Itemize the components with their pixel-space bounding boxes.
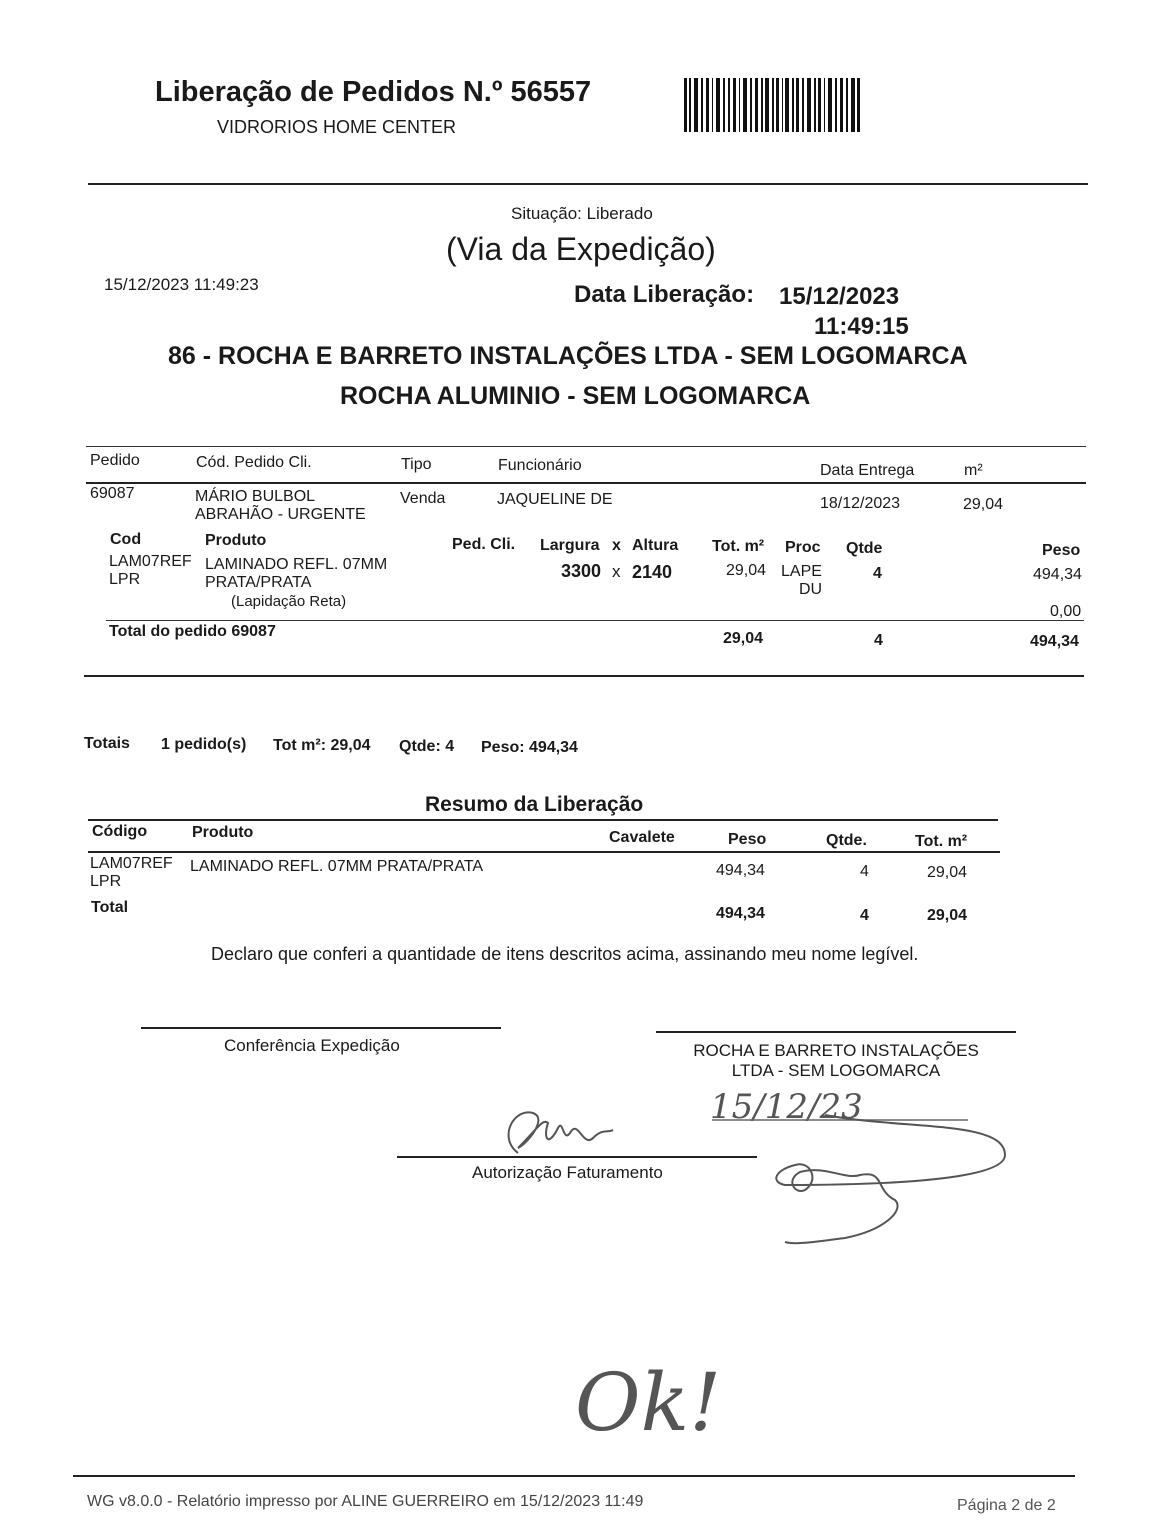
col-header-cod-pedido-cli: Cód. Pedido Cli. bbox=[196, 454, 312, 471]
release-time: 11:49:15 bbox=[814, 313, 909, 340]
summary-title: Resumo da Liberação bbox=[425, 793, 644, 816]
summary-header-rule bbox=[88, 851, 1000, 853]
item-code-line1: LAM07REF bbox=[109, 553, 192, 570]
autorizacao-label: Autorização Faturamento bbox=[472, 1163, 663, 1182]
col-header-funcionario: Funcionário bbox=[498, 457, 582, 474]
client-signature-scribble bbox=[765, 1110, 1015, 1260]
footer-page-number: Página 2 de 2 bbox=[957, 1497, 1056, 1514]
company-name: VIDRORIOS HOME CENTER bbox=[217, 117, 457, 137]
totals-m2: Tot m²: 29,04 bbox=[273, 737, 371, 754]
handwritten-ok-note bbox=[570, 1335, 750, 1445]
item-header-proc: Proc bbox=[785, 539, 821, 556]
col-header-tipo: Tipo bbox=[401, 456, 432, 473]
item-tot-m2: 29,04 bbox=[726, 562, 767, 579]
summary-total-weight: 494,34 bbox=[716, 905, 765, 922]
delivery-date: 18/12/2023 bbox=[820, 495, 901, 512]
client-signature-line bbox=[656, 1031, 1016, 1033]
header-divider bbox=[88, 183, 1088, 185]
summary-header-qtde: Qtde. bbox=[826, 832, 867, 849]
summary-row-qtde: 4 bbox=[860, 863, 869, 880]
order-total-qtde: 4 bbox=[874, 632, 883, 649]
summary-row-code-line1: LAM07REF bbox=[90, 855, 173, 872]
order-total-weight: 494,34 bbox=[1030, 633, 1079, 650]
totals-qtde: Qtde: 4 bbox=[399, 738, 455, 755]
item-header-ped-cli: Ped. Cli. bbox=[452, 536, 516, 553]
client-signature-line2: LTDA - SEM LOGOMARCA bbox=[731, 1061, 941, 1080]
totals-orders: 1 pedido(s) bbox=[161, 736, 247, 753]
summary-header-tot-m2: Tot. m² bbox=[915, 833, 968, 850]
item-header-tot-m2: Tot. m² bbox=[712, 538, 765, 555]
order-total-m2: 29,04 bbox=[723, 630, 764, 647]
order-total-top-rule bbox=[106, 620, 1084, 621]
order-employee: JAQUELINE DE bbox=[497, 491, 613, 508]
order-type: Venda bbox=[400, 490, 446, 507]
item-header-largura: Largura bbox=[540, 537, 600, 554]
situation-text: Situação: Liberado bbox=[511, 204, 653, 223]
item-times: x bbox=[612, 562, 621, 581]
col-header-pedido: Pedido bbox=[90, 452, 140, 469]
handwritten-ok-text: Ok! bbox=[575, 1356, 722, 1445]
item-weight-extra: 0,00 bbox=[1050, 603, 1082, 620]
item-code-line2: LPR bbox=[109, 571, 141, 588]
client-order-code-line1: MÁRIO BULBOL bbox=[195, 488, 316, 505]
summary-row-weight: 494,34 bbox=[716, 862, 765, 879]
order-table-bottom-rule bbox=[84, 675, 1084, 677]
totals-label: Totais bbox=[84, 735, 130, 752]
summary-row-m2: 29,04 bbox=[927, 864, 968, 881]
item-header-produto: Produto bbox=[205, 532, 267, 549]
totals-weight: Peso: 494,34 bbox=[481, 739, 578, 756]
document-title: Liberação de Pedidos N.º 56557 bbox=[155, 76, 592, 108]
item-header-altura: Altura bbox=[632, 537, 679, 554]
item-product-line3: (Lapidação Reta) bbox=[231, 593, 347, 610]
summary-header-peso: Peso bbox=[728, 831, 767, 848]
col-header-m2: m² bbox=[964, 462, 983, 479]
summary-top-rule bbox=[88, 819, 998, 821]
footer-printed-by: WG v8.0.0 - Relatório impresso por ALINE GUERREIRO em 15/12/2023 11:49 bbox=[87, 1493, 644, 1510]
summary-header-codigo: Código bbox=[92, 823, 148, 840]
order-total-label: Total do pedido 69087 bbox=[109, 623, 276, 640]
item-product-line1: LAMINADO REFL. 07MM bbox=[205, 556, 388, 573]
item-proc-line1: LAPE bbox=[781, 563, 822, 580]
summary-row-product: LAMINADO REFL. 07MM PRATA/PRATA bbox=[190, 858, 484, 875]
summary-header-produto: Produto bbox=[192, 824, 254, 841]
order-table-top-rule bbox=[86, 446, 1086, 447]
barcode bbox=[684, 78, 860, 132]
summary-total-m2: 29,04 bbox=[927, 907, 968, 924]
summary-row-code-line2: LPR bbox=[90, 873, 122, 890]
client-trade-name: ROCHA ALUMINIO - SEM LOGOMARCA bbox=[340, 382, 811, 410]
item-qtde: 4 bbox=[873, 565, 882, 582]
release-date: 15/12/2023 bbox=[779, 283, 900, 310]
item-header-cod: Cod bbox=[110, 531, 142, 548]
conferencia-label: Conferência Expedição bbox=[224, 1036, 400, 1055]
item-proc-line2: DU bbox=[799, 581, 823, 598]
order-m2: 29,04 bbox=[963, 496, 1004, 513]
item-header-x: x bbox=[612, 537, 621, 554]
client-order-code-line2: ABRAHÃO - URGENTE bbox=[195, 506, 366, 523]
item-height: 2140 bbox=[632, 562, 673, 582]
via-title: (Via da Expedição) bbox=[446, 231, 716, 267]
conferencia-signature-line bbox=[141, 1027, 501, 1029]
declaration-text: Declaro que conferi a quantidade de itens descritos acima, assinando meu nome legível. bbox=[211, 944, 919, 964]
client-signature-line1: ROCHA E BARRETO INSTALAÇÕES bbox=[693, 1041, 979, 1060]
handwritten-date-text: 15/12/23 bbox=[710, 1087, 863, 1127]
item-product-line2: PRATA/PRATA bbox=[205, 574, 312, 591]
summary-total-qtde: 4 bbox=[860, 907, 869, 924]
item-width: 3300 bbox=[561, 561, 602, 581]
col-header-data-entrega: Data Entrega bbox=[820, 462, 915, 479]
item-header-qtde: Qtde bbox=[846, 540, 883, 557]
item-weight: 494,34 bbox=[1033, 566, 1082, 583]
authorization-signature-scribble bbox=[488, 1098, 628, 1168]
footer-rule bbox=[73, 1475, 1075, 1477]
release-label: Data Liberação: bbox=[574, 281, 755, 308]
summary-total-label: Total bbox=[91, 899, 129, 916]
printed-timestamp: 15/12/2023 11:49:23 bbox=[104, 275, 259, 294]
order-table-header-rule bbox=[86, 482, 1086, 484]
client-name: 86 - ROCHA E BARRETO INSTALAÇÕES LTDA - SEM LOGOMARCA bbox=[168, 342, 968, 370]
item-header-peso: Peso bbox=[1042, 542, 1081, 559]
order-number: 69087 bbox=[90, 485, 135, 502]
summary-header-cavalete: Cavalete bbox=[609, 829, 675, 846]
